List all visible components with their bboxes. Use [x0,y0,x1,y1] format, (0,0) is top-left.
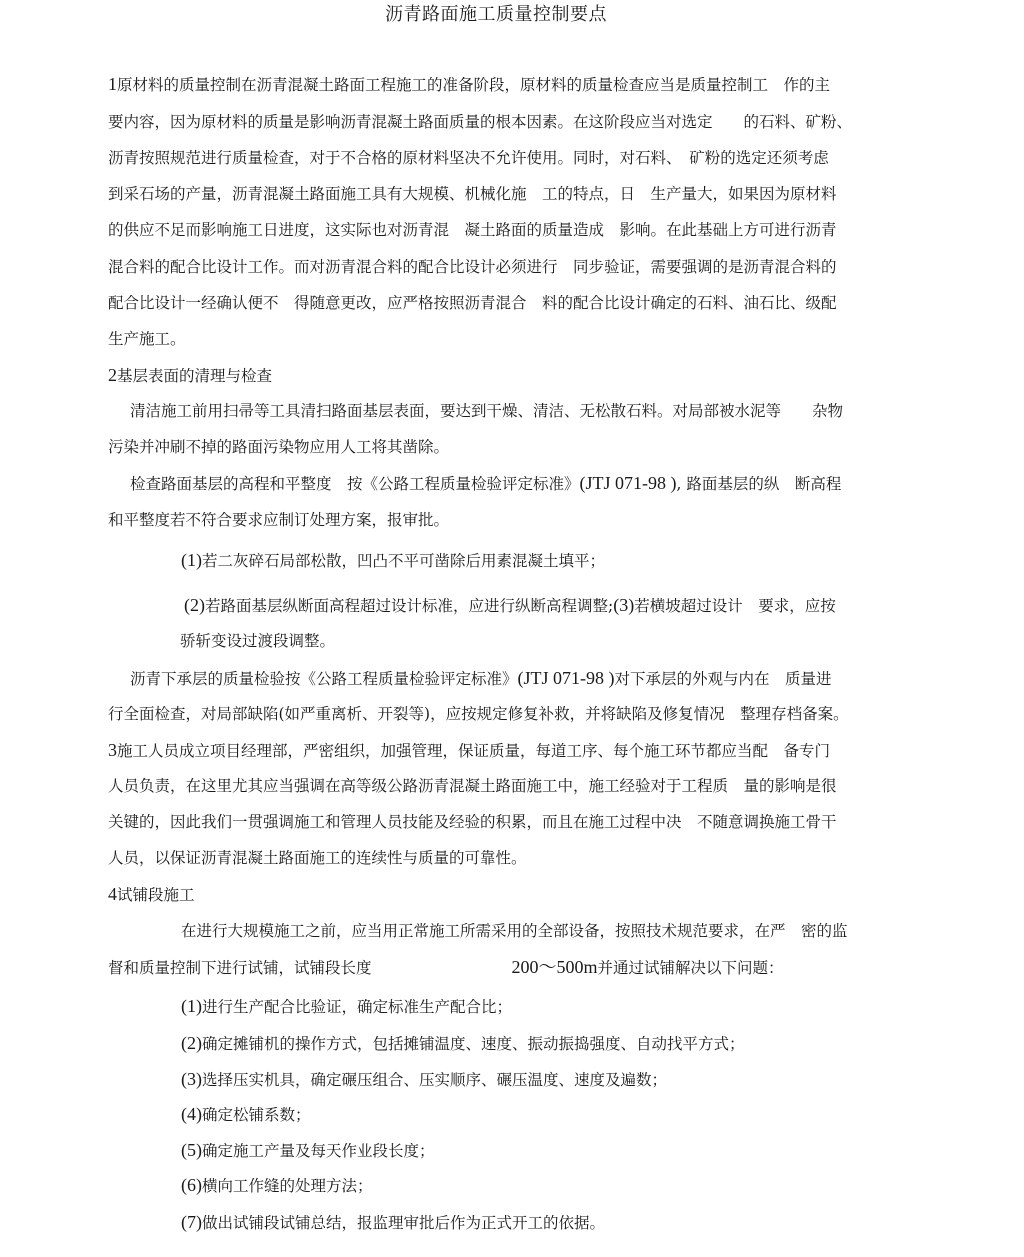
section-1-number: 1 [108,74,117,94]
section-4-heading: 4试铺段施工 [108,884,195,904]
section-4-item-2: (2)确定摊铺机的操作方式，包括摊铺温度、速度、振动振捣强度、自动找平方式； [181,1033,745,1053]
section-1-line-8: 生产施工。 [108,330,186,348]
section-3-line-3: 关键的，因此我们一贯强调施工和管理人员技能及经验的积累，而且在施工过程中决 不随意调换施工骨干 [108,813,837,831]
document-title: 沥青路面施工质量控制要点 [385,4,607,25]
section-2-heading: 2基层表面的清理与检查 [108,365,273,385]
section-1-line-7: 配合比设计一经确认便不 得随意更改，应严格按照沥青混合 料的配合比设计确定的石料、油石比、级配 [108,294,837,312]
section-2-item-1: (1)若二灰碎石局部松散，凹凸不平可凿除后用素混凝土填平； [181,550,606,570]
section-4-item-1: (1)进行生产配合比验证，确定标准生产配合比； [181,996,513,1016]
section-3-line-1: 3施工人员成立项目经理部，严密组织，加强管理，保证质量，每道工序、每个施工环节都应当配 备专门 [108,740,831,760]
section-2-para-2-line-2: 和平整度若不符合要求应制订处理方案，报审批。 [108,511,450,529]
section-2-para-3-line-2: 行全面检查，对局部缺陷(如严重离析、开裂等)，应按规定修复补救，并将缺陷及修复情况 整理存档备案。 [108,705,849,723]
section-2-para-3-line-1: 沥青下承层的质量检验按《公路工程质量检验评定标准》(JTJ 071-98 )对下承层的外观与内在 质量进 [130,668,832,688]
section-1-line-2: 要内容，因为原材料的质量是影响沥青混凝土路面质量的根本因素。在这阶段应当对选定 的石料、矿粉、 [108,113,853,131]
section-4-item-4: (4)确定松铺系数； [181,1104,311,1124]
section-2-item-2-3: (2)若路面基层纵断面高程超过设计标准，应进行纵断高程调整;(3)若横坡超过设计 要求，应按 [184,595,836,615]
section-1-line-1: 1原材料的质量控制在沥青混凝土路面工程施工的准备阶段，原材料的质量检查应当是质量控制工 作的主 [108,74,831,94]
section-4-item-3: (3)选择压实机具，确定碾压组合、压实顺序、碾压温度、速度及遍数； [181,1069,668,1089]
section-1-line-6: 混合料的配合比设计工作。而对沥青混合料的配合比设计必须进行 同步验证，需要强调的是沥青混合料的 [108,258,837,276]
section-2-para-1-line-1: 清洁施工前用扫帚等工具清扫路面基层表面，要达到干燥、清洁、无松散石料。对局部被水泥等 杂物 [130,402,844,420]
section-4-item-7: (7)做出试铺段试铺总结，报监理审批后作为正式开工的依据。 [181,1212,606,1232]
section-3-line-2: 人员负责，在这里尤其应当强调在高等级公路沥青混凝土路面施工中，施工经验对于工程质 量的影响是很 [108,777,837,795]
section-4-item-6: (6)横向工作缝的处理方法； [181,1175,373,1195]
section-3-line-4: 人员，以保证沥青混凝土路面施工的连续性与质量的可靠性。 [108,849,527,867]
section-4-intro-line-2: 督和质量控制下进行试铺，试铺段长度 200〜500m并通过试铺解决以下问题： [108,957,784,977]
section-1-line-4: 到采石场的产量，沥青混凝土路面施工具有大规模、机械化施 工的特点，日 生产量大，如果因为原材料 [108,185,837,203]
section-1-line-5: 的供应不足而影响施工日进度，这实际也对沥青混 凝土路面的质量造成 影响。在此基础上方可进行沥青 [108,221,837,239]
section-4-intro-line-1: 在进行大规模施工之前，应当用正常施工所需采用的全部设备，按照技术规范要求，在严 密的监 [181,922,848,940]
section-2-para-1-line-2: 污染并冲刷不掉的路面污染物应用人工将其凿除。 [108,438,450,456]
section-1-line-3: 沥青按照规范进行质量检查，对于不合格的原材料坚决不允许使用。同时，对石料、 矿粉的选定还须考虑 [108,149,829,167]
section-2-item-3-cont: 骄斩变设过渡段调整。 [180,632,336,650]
section-4-item-5: (5)确定施工产量及每天作业段长度； [181,1140,435,1160]
section-2-para-2-line-1: 检查路面基层的高程和平整度 按《公路工程质量检验评定标准》(JTJ 071-98 ), 路面基层的纵 断高程 [130,473,842,493]
